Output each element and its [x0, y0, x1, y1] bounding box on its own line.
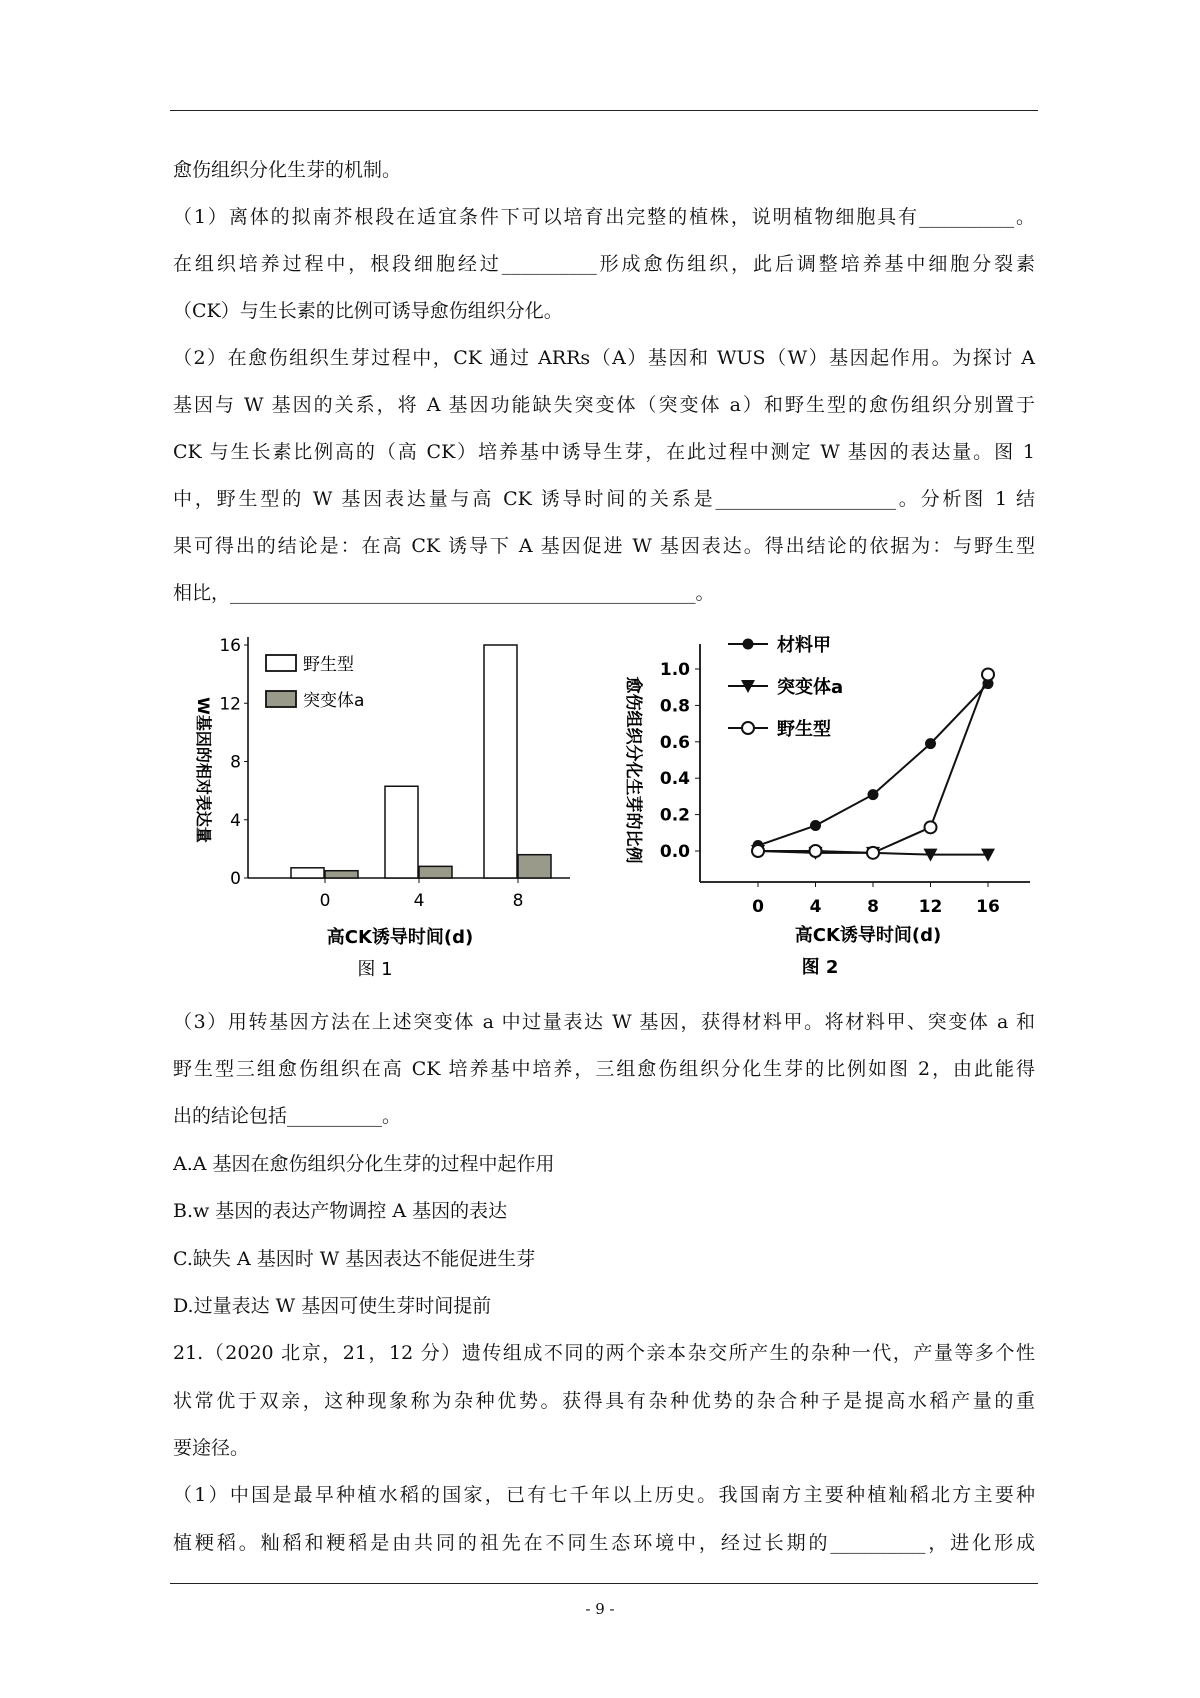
- page-number: - 9 -: [585, 1600, 615, 1618]
- x-tick-label: 0: [319, 891, 331, 911]
- x-tick-label: 12: [918, 897, 943, 917]
- y-axis-label: 愈伤组织分化生芽的比例: [623, 676, 643, 864]
- text-line: CK 与生长素比例高的（高 CK）培养基中诱导生芽，在此过程中测定 W 基因的表达量。图 1: [173, 441, 1035, 463]
- text-line: （2）在愈伤组织生芽过程中，CK 通过 ARRs（A）基因和 WUS（W）基因起作用。为探讨 A: [173, 347, 1035, 369]
- series-line: [758, 674, 988, 852]
- y-tick-label: 0: [230, 869, 241, 889]
- bar-mutant: [325, 871, 358, 878]
- text-line: 中，野生型的 W 基因表达量与高 CK 诱导时间的关系是___________________。分析图 1 结: [173, 488, 1035, 510]
- text-line: D.过量表达 W 基因可使生芽时间提前: [173, 1295, 492, 1317]
- text-line: 果可得出的结论是：在高 CK 诱导下 A 基因促进 W 基因表达。得出结论的依据为：与野生型: [173, 535, 1035, 557]
- text-line: 状常优于双亲，这种现象称为杂种优势。获得具有杂种优势的杂合种子是提高水稻产量的重: [173, 1390, 1035, 1412]
- y-axis-label: W基因的相对表达量: [194, 697, 213, 843]
- data-point: [810, 820, 821, 831]
- legend-label: 材料甲: [777, 635, 831, 656]
- text-line: 相比，_________________________________________________。: [173, 582, 715, 604]
- text-line: （3）用转基因方法在上述突变体 a 中过量表达 W 基因，获得材料甲。将材料甲、突变体 a 和: [173, 1011, 1035, 1033]
- bar-mutant: [518, 855, 551, 878]
- figure-1-bar-chart: [170, 630, 590, 990]
- data-point: [868, 789, 879, 800]
- text-line: （CK）与生长素的比例可诱导愈伤组织分化。: [173, 300, 563, 322]
- legend-swatch: [266, 655, 296, 671]
- text-line: 基因与 W 基因的关系，将 A 基因功能缺失突变体（突变体 a）和野生型的愈伤组织分别置于: [173, 394, 1035, 416]
- legend-swatch: [266, 691, 296, 707]
- data-point: [982, 668, 994, 680]
- x-tick-label: 4: [413, 891, 425, 911]
- data-point: [810, 845, 822, 857]
- y-tick-label: 0.6: [659, 732, 690, 753]
- legend-label: 突变体a: [777, 677, 844, 698]
- bar-wildtype: [385, 786, 418, 878]
- y-tick-label: 0.4: [659, 769, 690, 790]
- text-line: 植粳稻。籼稻和粳稻是由共同的祖先在不同生态环境中，经过长期的__________，进化形成: [173, 1532, 1035, 1554]
- bar-wildtype: [291, 868, 324, 878]
- x-tick-label: 16: [976, 897, 1000, 917]
- y-tick-label: 8: [230, 752, 241, 773]
- data-point: [925, 738, 936, 749]
- bar-mutant: [419, 866, 452, 878]
- legend-label: 突变体a: [303, 691, 365, 711]
- y-tick-label: 0.0: [659, 842, 690, 862]
- legend-label: 野生型: [777, 719, 831, 740]
- text-line: 愈伤组织分化生芽的机制。: [173, 159, 402, 181]
- data-point: [752, 845, 764, 857]
- text-line: 要途径。: [173, 1437, 250, 1459]
- text-line: 野生型三组愈伤组织在高 CK 培养基中培养，三组愈伤组织分化生芽的比例如图 2，由此能得: [173, 1058, 1035, 1080]
- figure-2-line-chart: [610, 630, 1050, 990]
- data-point: [867, 847, 879, 859]
- y-tick-label: 4: [230, 810, 241, 831]
- x-axis-label: 高CK诱导时间(d): [794, 925, 942, 946]
- x-tick-label: 8: [867, 897, 879, 917]
- footer-rule: [170, 1583, 1038, 1584]
- text-line: （1）离体的拟南芥根段在适宜条件下可以培育出完整的植株，说明植物细胞具有__________。: [173, 206, 1035, 228]
- y-tick-label: 16: [219, 636, 241, 656]
- legend-marker: [743, 639, 754, 650]
- bar-wildtype: [484, 645, 517, 878]
- y-tick-label: 12: [219, 694, 241, 715]
- y-tick-label: 0.2: [659, 805, 690, 826]
- x-tick-label: 4: [809, 897, 822, 917]
- legend-label: 野生型: [303, 655, 354, 675]
- text-line: （1）中国是最早种植水稻的国家，已有七千年以上历史。我国南方主要种植籼稻北方主要种: [173, 1484, 1035, 1506]
- x-tick-label: 8: [512, 891, 524, 911]
- text-line: 21.（2020 北京，21，12 分）遗传组成不同的两个亲本杂交所产生的杂种一代，产量等多个性: [173, 1342, 1035, 1364]
- text-line: C.缺失 A 基因时 W 基因表达不能促进生芽: [173, 1248, 536, 1270]
- data-point: [925, 821, 937, 833]
- x-tick-label: 0: [752, 897, 764, 917]
- text-line: 出的结论包括__________。: [173, 1105, 402, 1127]
- text-line: 在组织培养过程中，根段细胞经过__________形成愈伤组织，此后调整培养基中细胞分裂素: [173, 253, 1035, 275]
- x-axis-label: 高CK诱导时间(d): [326, 927, 474, 948]
- y-tick-label: 0.8: [659, 696, 690, 717]
- text-line: B.w 基因的表达产物调控 A 基因的表达: [173, 1200, 508, 1222]
- y-tick-label: 1.0: [659, 660, 690, 680]
- legend-marker: [742, 722, 754, 734]
- figure-caption: 图 1: [357, 959, 393, 980]
- text-line: A.A 基因在愈伤组织分化生芽的过程中起作用: [173, 1153, 555, 1175]
- figure-caption: 图 2: [801, 957, 839, 978]
- header-rule: [170, 110, 1038, 111]
